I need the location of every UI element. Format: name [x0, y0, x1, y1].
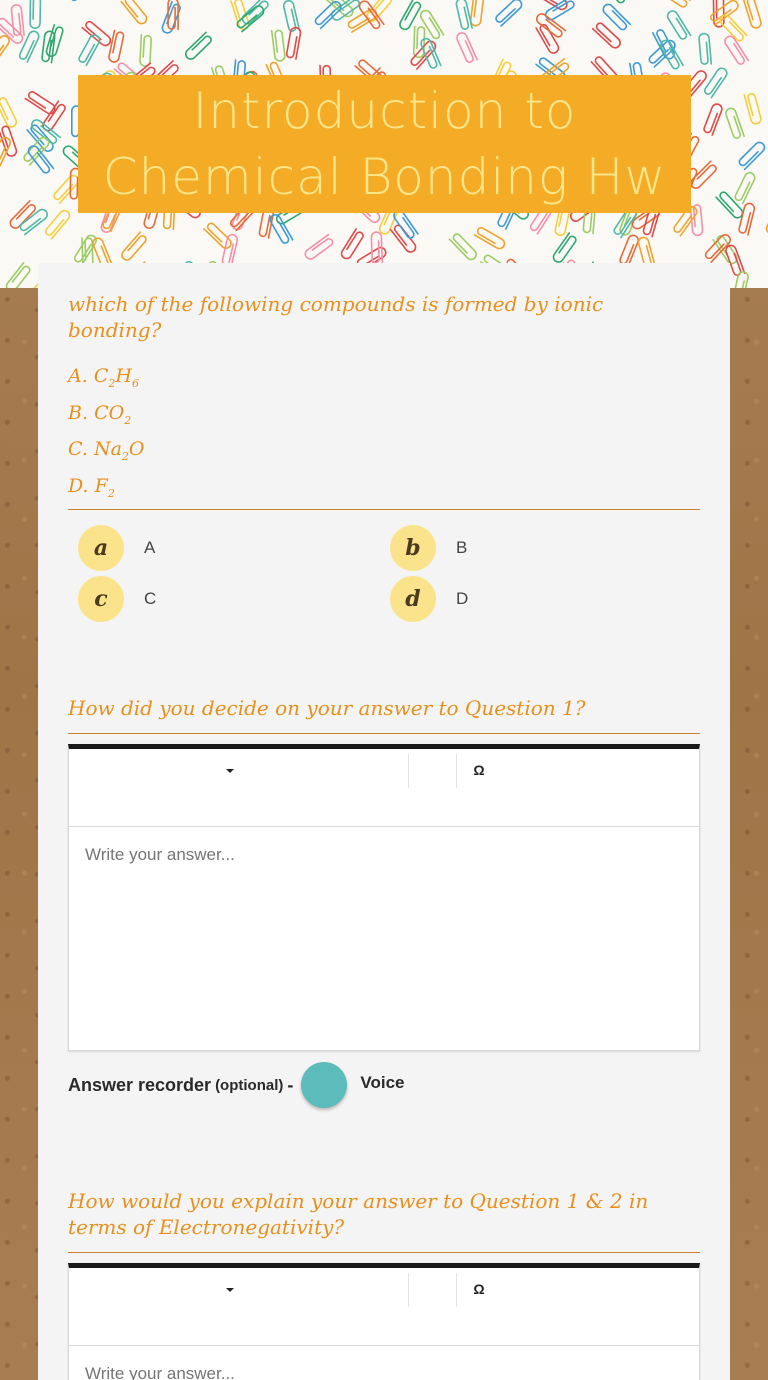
- choice-a-badge: a: [78, 525, 124, 571]
- option-b: B. $CO_2$: [68, 401, 132, 427]
- paperclip-icon: [734, 171, 757, 203]
- choice-a-label: A: [144, 538, 156, 557]
- paperclip-icon: [659, 0, 690, 8]
- paperclip-icon: [392, 209, 418, 240]
- divider: [68, 1252, 700, 1253]
- format-dropdown[interactable]: [69, 754, 409, 788]
- toolbar-button[interactable]: [409, 754, 457, 788]
- paperclip-icon: [303, 235, 334, 261]
- question-3-text: How would you explain your answer to Question 1 & 2 in terms of Electronegativity?: [68, 1189, 649, 1239]
- paperclip-icon: [398, 0, 422, 31]
- paperclip-icon: [699, 33, 712, 65]
- paperclip-icon: [340, 229, 365, 261]
- paperclip-icon: [666, 9, 691, 41]
- option-a: A. $C_2H_6$: [68, 365, 139, 390]
- special-character-button[interactable]: Ω: [473, 762, 485, 778]
- paperclip-icon: [738, 202, 755, 234]
- recorder-dash: -: [287, 1074, 294, 1095]
- choice-d-label: D: [456, 589, 469, 608]
- paperclip-icon: [552, 233, 578, 264]
- paperclip-icon: [716, 190, 744, 219]
- paperclip-icon: [0, 34, 11, 65]
- title-banner: [78, 75, 691, 213]
- paperclip-icon: [0, 96, 18, 128]
- question-1-options: [68, 361, 144, 507]
- choice-c-badge: c: [78, 576, 124, 622]
- paperclip-icon: [30, 0, 41, 28]
- toolbar-button[interactable]: [409, 1273, 457, 1307]
- paperclip-icon: [703, 103, 723, 136]
- divider: [68, 733, 700, 734]
- question-2-editor: [68, 744, 700, 1051]
- question-3-editor: [68, 1263, 700, 1380]
- question-1-text: which of the following compounds is formed by ionic bonding?: [68, 292, 604, 342]
- special-character-button[interactable]: Ω: [473, 1281, 485, 1297]
- paperclip-icon: [121, 0, 148, 26]
- paperclip-icon: [619, 234, 640, 266]
- page-title: Introduction to Chemical Bonding Hw: [102, 82, 667, 206]
- paperclip-icon: [57, 0, 82, 2]
- paperclip-icon: [703, 66, 729, 97]
- paperclip-icon: [494, 0, 523, 26]
- chevron-down-icon: [226, 1288, 234, 1292]
- voice-label: Voice: [360, 1073, 405, 1092]
- paperclip-icon: [744, 0, 763, 29]
- choice-b-label: B: [456, 538, 468, 557]
- paperclip-icon: [455, 31, 477, 63]
- paperclip-icon: [231, 0, 250, 31]
- paperclip-icon: [5, 263, 32, 288]
- divider: [68, 509, 700, 510]
- paperclip-icon: [601, 0, 629, 4]
- recorder-optional: (optional): [215, 1076, 284, 1094]
- paperclip-icon: [419, 9, 444, 41]
- option-c: C. $Na_2O$: [68, 438, 145, 463]
- option-d: D. $F_2$: [68, 474, 115, 500]
- choice-c[interactable]: [78, 576, 156, 622]
- paperclip-icon: [738, 140, 767, 169]
- paperclip-icon: [286, 27, 301, 59]
- choice-d[interactable]: [390, 576, 468, 622]
- choice-a[interactable]: [78, 525, 155, 571]
- format-dropdown[interactable]: [69, 1273, 409, 1307]
- paperclip-icon: [314, 0, 343, 28]
- question-2-text: How did you decide on your answer to Question 1?: [68, 696, 586, 720]
- paperclip-icon: [120, 232, 148, 262]
- chevron-down-icon: [226, 769, 234, 773]
- paperclip-icon: [78, 33, 102, 65]
- answer-input[interactable]: [69, 1346, 699, 1380]
- answer-recorder: [68, 1062, 404, 1108]
- paperclip-icon: [450, 232, 479, 261]
- paperclip-icon: [272, 29, 286, 61]
- paperclip-icon: [470, 0, 484, 26]
- answer-input[interactable]: [69, 827, 699, 1045]
- choice-b[interactable]: [390, 525, 467, 571]
- choice-d-badge: d: [390, 576, 436, 622]
- paperclip-icon: [744, 92, 762, 125]
- paperclip-icon: [474, 226, 506, 250]
- worksheet-card: [38, 263, 730, 1380]
- paperclip-icon: [140, 35, 152, 66]
- paperclip-icon: [108, 31, 124, 63]
- paperclip-icon: [414, 26, 425, 57]
- paperclip-icon: [44, 209, 72, 239]
- paperclip-icon: [725, 107, 745, 140]
- choice-b-badge: b: [390, 525, 436, 571]
- paperclip-icon: [222, 234, 239, 266]
- choice-c-label: C: [144, 589, 157, 608]
- editor-toolbar: [69, 1268, 699, 1346]
- record-button[interactable]: [301, 1062, 347, 1108]
- paperclip-icon: [455, 0, 472, 30]
- paperclip-icon: [689, 161, 718, 190]
- recorder-label: Answer recorder: [68, 1074, 212, 1095]
- editor-toolbar: [69, 749, 699, 827]
- paperclip-icon: [184, 32, 213, 61]
